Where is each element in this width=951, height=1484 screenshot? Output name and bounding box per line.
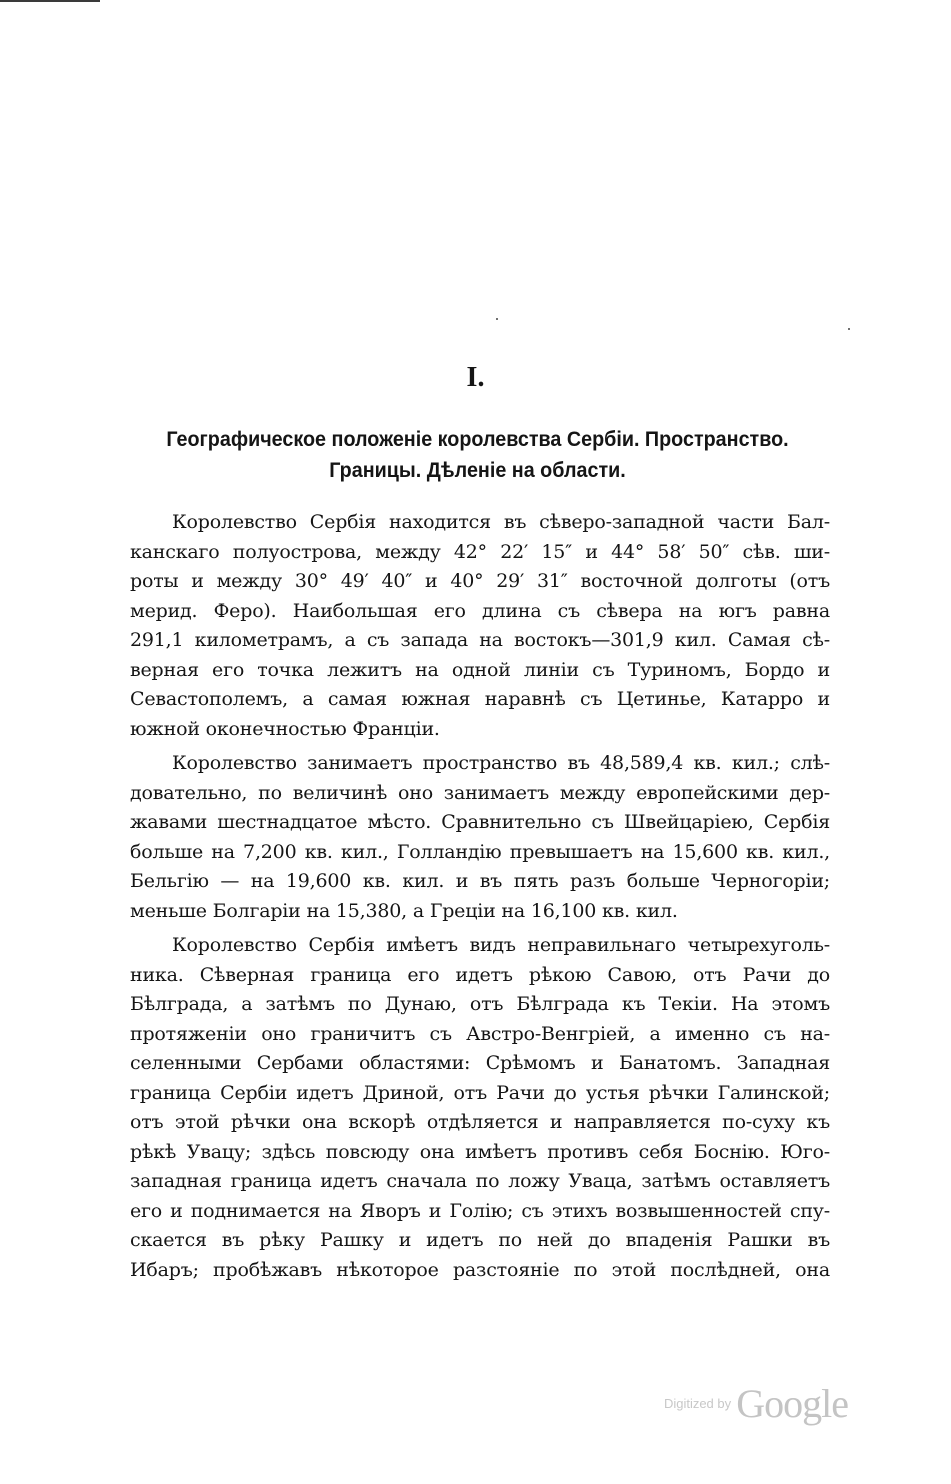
- paragraph-2: [130, 749, 830, 926]
- google-logo: Google: [736, 1381, 848, 1426]
- text-line: его и поднимается на Яворъ и Голію; съ этихъ возвышенностей спу-: [130, 1199, 830, 1222]
- text-line: жавами шестнадцатое мѣсто. Сравнительно съ Швейцаріею, Сербія: [130, 811, 830, 833]
- text-line: Королевство Сербія находится въ сѣверо-западной части Бал-: [172, 511, 830, 533]
- digitized-by-watermark: [664, 1380, 848, 1427]
- text-line: скается въ рѣку Рашку и идетъ по ней до впаденія Рашки въ: [130, 1229, 830, 1251]
- text-line: Бельгію — на 19,600 кв. кил. и въ пять разъ больше Черногоріи;: [130, 870, 830, 892]
- scan-speck: [848, 328, 850, 330]
- digitized-by-label: Digitized by: [663, 1396, 732, 1411]
- text-line: Ибаръ; пробѣжавъ нѣкоторое разстояніе по этой послѣдней, она: [130, 1258, 830, 1281]
- text-line: отъ этой рѣчки она вскорѣ отдѣляется и направляется по-суху къ: [130, 1111, 830, 1133]
- text-line: Севастополемъ, а самая южная наравнѣ съ Цетинье, Катарро и: [130, 688, 830, 710]
- chapter-title-line: Границы. Дѣленіе на области.: [329, 459, 626, 482]
- text-line: 291,1 километрамъ, а съ запада на востокъ—301,9 кил. Самая сѣ-: [130, 629, 830, 651]
- text-line: Бѣлграда, а затѣмъ по Дунаю, отъ Бѣлграда къ Текіи. На этомъ: [130, 993, 830, 1015]
- text-line: граница Сербіи идетъ Дриной, отъ Рачи до устья рѣчки Галинской;: [130, 1081, 830, 1104]
- body-text: [130, 508, 830, 1285]
- text-line: довательно, по величинѣ оно занимаетъ между европейскими дер-: [130, 781, 830, 804]
- text-line: Королевство Сербія имѣетъ видъ неправильнаго четырехуголь-: [172, 934, 830, 956]
- text-line: меньше Болгаріи на 15,380, а Греціи на 16,100 кв. кил.: [130, 899, 678, 922]
- text-line: ника. Сѣверная граница его идетъ рѣкою Савою, отъ Рачи до: [130, 963, 830, 986]
- text-line: роты и между 30° 49′ 40″ и 40° 29′ 31″ восточной долготы (отъ: [130, 570, 830, 592]
- chapter-title-line: Географическое положеніе королевства Сербіи. Пространство.: [166, 428, 789, 451]
- scan-speck: [496, 318, 498, 320]
- text-line: южной оконечностью Франціи.: [130, 717, 440, 740]
- text-line: рѣкѣ Увацу; здѣсь повсюду она имѣетъ противъ себя Боснію. Юго-: [130, 1140, 830, 1163]
- text-line: западная граница идетъ сначала по ложу Уваца, затѣмъ оставляетъ: [130, 1170, 830, 1192]
- chapter-title: [137, 424, 819, 486]
- chapter-number: I.: [466, 362, 485, 393]
- text-line: верная его точка лежитъ на одной линіи съ Туриномъ, Бордо и: [130, 658, 830, 681]
- paragraph-3: [130, 931, 830, 1285]
- text-line: протяженіи оно граничитъ съ Австро-Венгріей, а именно съ на-: [130, 1022, 830, 1045]
- top-rule: [0, 0, 100, 2]
- text-line: мерид. Феро). Наибольшая его длина съ сѣвера на югъ равна: [130, 599, 830, 622]
- paragraph-1: [130, 508, 830, 744]
- text-line: канскаго полуострова, между 42° 22′ 15″ и 44° 58′ 50″ сѣв. ши-: [130, 540, 830, 563]
- text-line: селенными Сербами областями: Срѣмомъ и Банатомъ. Западная: [130, 1052, 830, 1074]
- text-line: Королевство занимаетъ пространство въ 48,589,4 кв. кил.; слѣ-: [172, 752, 830, 774]
- text-line: больше на 7,200 кв. кил., Голландію превышаетъ на 15,600 кв. кил.,: [130, 840, 830, 863]
